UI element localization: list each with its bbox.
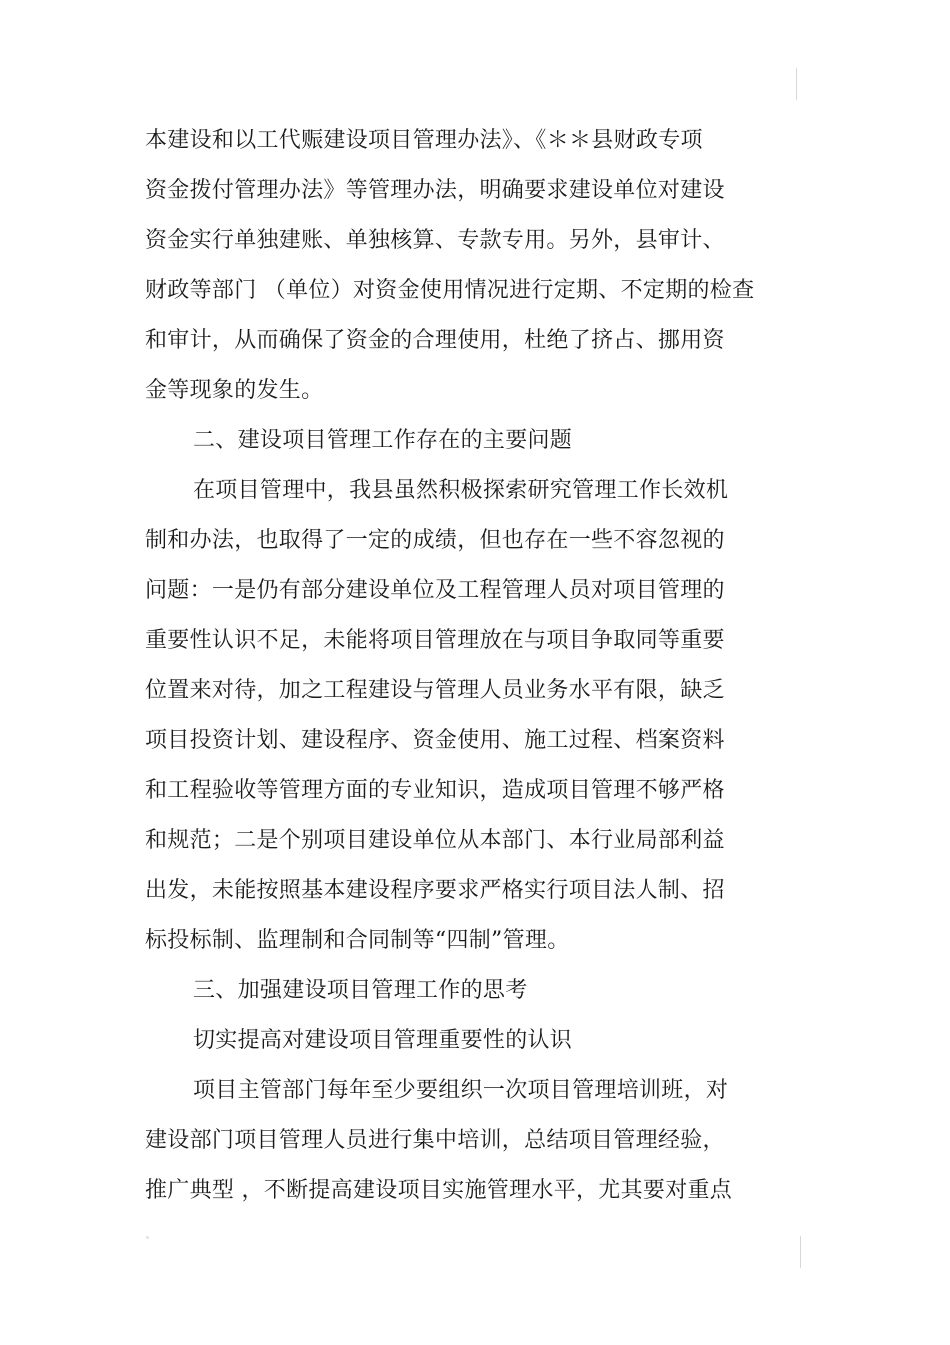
text-line: 项目投资计划、建设程序、资金使用、施工过程、档案资料	[145, 728, 725, 753]
text-line: 金等现象的发生。	[145, 378, 324, 403]
text-line: 问题：一是仍有部分建设单位及工程管理人员对项目管理的	[145, 578, 725, 603]
subsection-heading: 切实提高对建设项目管理重要性的认识	[193, 1028, 573, 1053]
text-line: 财政等部门 （单位）对资金使用情况进行定期、不定期的检查	[145, 278, 755, 303]
page-corner-mark	[146, 1236, 149, 1239]
paragraph-start: 在项目管理中，我县虽然积极探索研究管理工作长效机	[193, 478, 729, 503]
document-body	[145, 116, 765, 1216]
text-line: 重要性认识不足，未能将项目管理放在与项目争取同等重要	[145, 628, 725, 653]
text-line: 位置来对待，加之工程建设与管理人员业务水平有限，缺乏	[145, 678, 725, 703]
text-line: 出发，未能按照基本建设程序要求严格实行项目法人制、招	[145, 878, 725, 903]
text-line: 本建设和以工代赈建设项目管理办法》、《＊＊县财政专项	[145, 128, 703, 153]
section-heading: 二、建设项目管理工作存在的主要问题	[193, 428, 573, 453]
text-line: 推广典型 ，不断提高建设项目实施管理水平，尤其要对重点	[145, 1178, 733, 1203]
text-line: 和审计，从而确保了资金的合理使用，杜绝了挤占、挪用资	[145, 328, 725, 353]
text-line: 建设部门项目管理人员进行集中培训，总结项目管理经验，	[145, 1128, 725, 1153]
text-line: 和规范；二是个别项目建设单位从本部门、本行业局部利益	[145, 828, 725, 853]
page-corner-mark	[800, 1236, 801, 1268]
text-line: 资金实行单独建账、单独核算、专款专用。另外，县审计、	[145, 228, 725, 253]
section-heading: 三、加强建设项目管理工作的思考	[193, 978, 528, 1003]
page-corner-mark	[796, 68, 797, 100]
text-line: 标投标制、监理制和合同制等“四制”管理。	[145, 928, 570, 953]
paragraph-start: 项目主管部门每年至少要组织一次项目管理培训班，对	[193, 1078, 729, 1103]
text-line: 和工程验收等管理方面的专业知识，造成项目管理不够严格	[145, 778, 725, 803]
text-line: 资金拨付管理办法》等管理办法，明确要求建设单位对建设	[145, 178, 725, 203]
text-line: 制和办法，也取得了一定的成绩，但也存在一些不容忽视的	[145, 528, 725, 553]
